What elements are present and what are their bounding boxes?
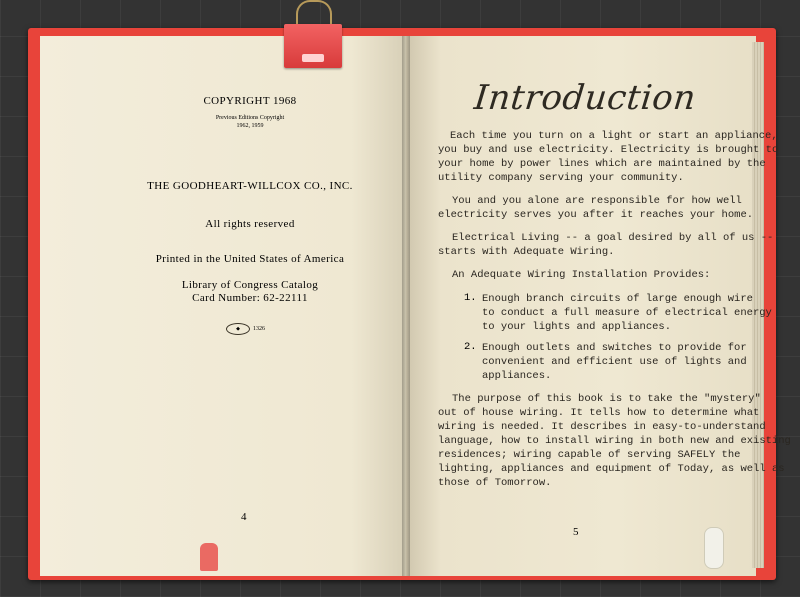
list-item-1-line1: Enough branch circuits of large enough wire (482, 293, 753, 305)
copyright-line: COPYRIGHT 1968 (203, 95, 297, 107)
previous-editions-line2: 1962, 1959 (236, 123, 264, 129)
page-title: Introduction (472, 78, 698, 118)
p5-line4: language, how to install wiring in both new and existing (438, 435, 791, 447)
list-item-2-line2: convenient and efficient use of lights and (482, 356, 747, 368)
p1-line4: utility company serving your community. (438, 172, 684, 184)
book-gutter (402, 36, 410, 576)
library-line1: Library of Congress Catalog (181, 279, 319, 291)
p3-line1: Electrical Living -- a goal desired by all of us -- (452, 232, 774, 244)
right-page-number: 5 (573, 526, 579, 538)
list-item-1-number: 1. (464, 292, 477, 304)
union-label-code: 1326 (253, 326, 265, 332)
rights-line: All rights reserved (205, 218, 295, 230)
list-item-2-line1: Enough outlets and switches to provide for (482, 342, 747, 354)
p1-line2: you buy and use electricity. Electricity is brought to (438, 144, 779, 156)
p3-line2: starts with Adequate Wiring. (438, 246, 615, 258)
p5-line3: wiring is needed. It describes in easy-to-understand (438, 421, 766, 433)
p5-line7: those of Tomorrow. (438, 477, 552, 489)
list-item-2-line3: appliances. (482, 370, 552, 382)
p1-line3: your home by power lines which are maintained by the (438, 158, 766, 170)
p5-line5: residences; wiring capable of serving SAFELY the (438, 449, 741, 461)
publisher-name: THE GOODHEART-WILLCOX CO., INC. (147, 180, 353, 192)
binder-clip-icon (284, 0, 342, 70)
p1-line1: Each time you turn on a light or start an appliance, (450, 130, 778, 142)
p5-line1: The purpose of this book is to take the "mystery" (452, 393, 761, 405)
printed-line: Printed in the United States of America (155, 253, 345, 265)
left-page-number: 4 (241, 511, 247, 523)
p2-line1: You and you alone are responsible for how well (452, 195, 742, 207)
library-line2: Card Number: 62-22111 (192, 292, 308, 304)
p5-line2: out of house wiring. It tells how to determine what (438, 407, 760, 419)
union-label (226, 322, 266, 336)
page-edges (752, 42, 764, 568)
list-item-2-number: 2. (464, 341, 477, 353)
right-page-corner-clip (704, 527, 724, 569)
list-item-1-line2: to conduct a full measure of electrical energy (482, 307, 772, 319)
p2-line2: electricity serves you after it reaches your home. (438, 209, 754, 221)
union-label-icon: ◆ (226, 323, 250, 335)
p4-line: An Adequate Wiring Installation Provides: (452, 269, 711, 281)
previous-editions-line1: Previous Editions Copyright (215, 115, 285, 121)
list-item-1-line3: to your lights and appliances. (482, 321, 672, 333)
p5-line6: lighting, appliances and equipment of Today, as well as (438, 463, 785, 475)
left-page-corner-tab (200, 543, 218, 571)
